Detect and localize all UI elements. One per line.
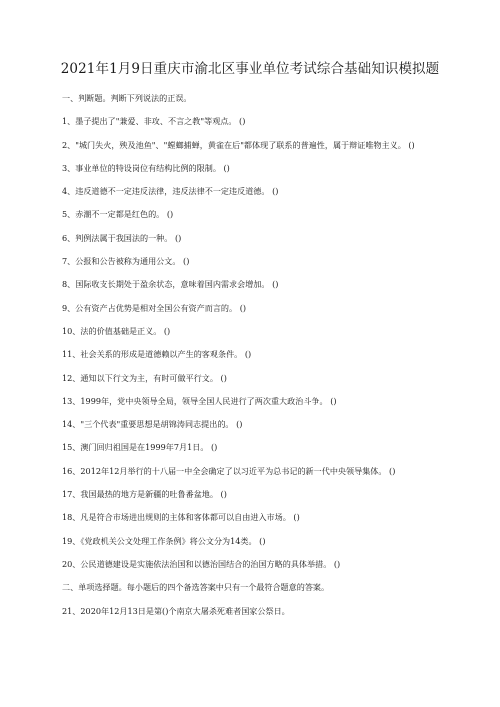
question-item: 16、2012年12月举行的十八届一中全会确定了以习近平为总书记的新一代中央领导集体。 () — [62, 465, 396, 476]
question-item: 4、违反道德不一定违反法律，违反法律不一定违反道德。 () — [62, 186, 279, 197]
section-heading-single-choice: 二、单项选择题。每小题后的四个备选答案中只有一个最符合题意的答案。 — [62, 582, 330, 593]
document-title: 2021年1月9日重庆市渝北区事业单位考试综合基础知识模拟题 — [60, 61, 440, 77]
question-item: 12、通知以下行文为主，有时可做平行文。 () — [62, 372, 227, 383]
question-item: 8、国际收支长期处于盈余状态，意味着国内需求会增加。 () — [62, 279, 279, 290]
question-item: 10、法的价值基础是正义。 () — [62, 325, 171, 336]
question-item: 15、澳门回归祖国是在1999年7月1日。 () — [62, 442, 218, 453]
question-item: 19、《党政机关公文处理工作条例》将公文分为14类。 () — [62, 535, 266, 546]
question-item: 17、我国最热的地方是新疆的吐鲁番盆地。 () — [62, 489, 227, 500]
question-item: 7、公报和公告被称为通用公文。 () — [62, 256, 190, 267]
question-item: 20、公民道德建设是实施依法治国和以德治国结合的治国方略的具体举措。 () — [62, 558, 341, 569]
question-list — [62, 92, 492, 628]
question-item: 1、墨子提出了"兼爱、非攻、不言之教"等观点。 () — [62, 116, 246, 127]
question-item: 11、社会关系的形成是道德赖以产生的客观条件。 () — [62, 349, 252, 360]
question-item: 5、赤潮不一定都是红色的。 () — [62, 209, 174, 220]
question-item: 18、凡是符合市场进出规则的主体和客体都可以自由进入市场。 () — [62, 512, 300, 523]
question-item: 13、1999年，党中央领导全局，领导全国人民进行了两次重大政治斗争。 () — [62, 395, 337, 406]
question-item: 14、"三个代表"重要思想是胡锦涛同志提出的。 () — [62, 419, 243, 430]
question-item: 21、2020年12月13日是第()个南京大屠杀死难者国家公祭日。 — [62, 605, 290, 616]
section-heading-judgment: 一、判断题。判断下列说法的正误。 — [62, 93, 192, 103]
question-item: 6、判例法属于我国法的一种。 () — [62, 232, 182, 243]
question-item: 3、事业单位的特设岗位有结构比例的限制。 () — [62, 162, 230, 173]
question-item: 2、"城门失火，殃及池鱼"、"螳螂捕蝉，黄雀在后"都体现了联系的普遍性，属于辩证唯物主义。 () — [62, 139, 415, 150]
question-item: 9、公有资产占优势是相对全国公有资产而言的。 () — [62, 302, 247, 313]
